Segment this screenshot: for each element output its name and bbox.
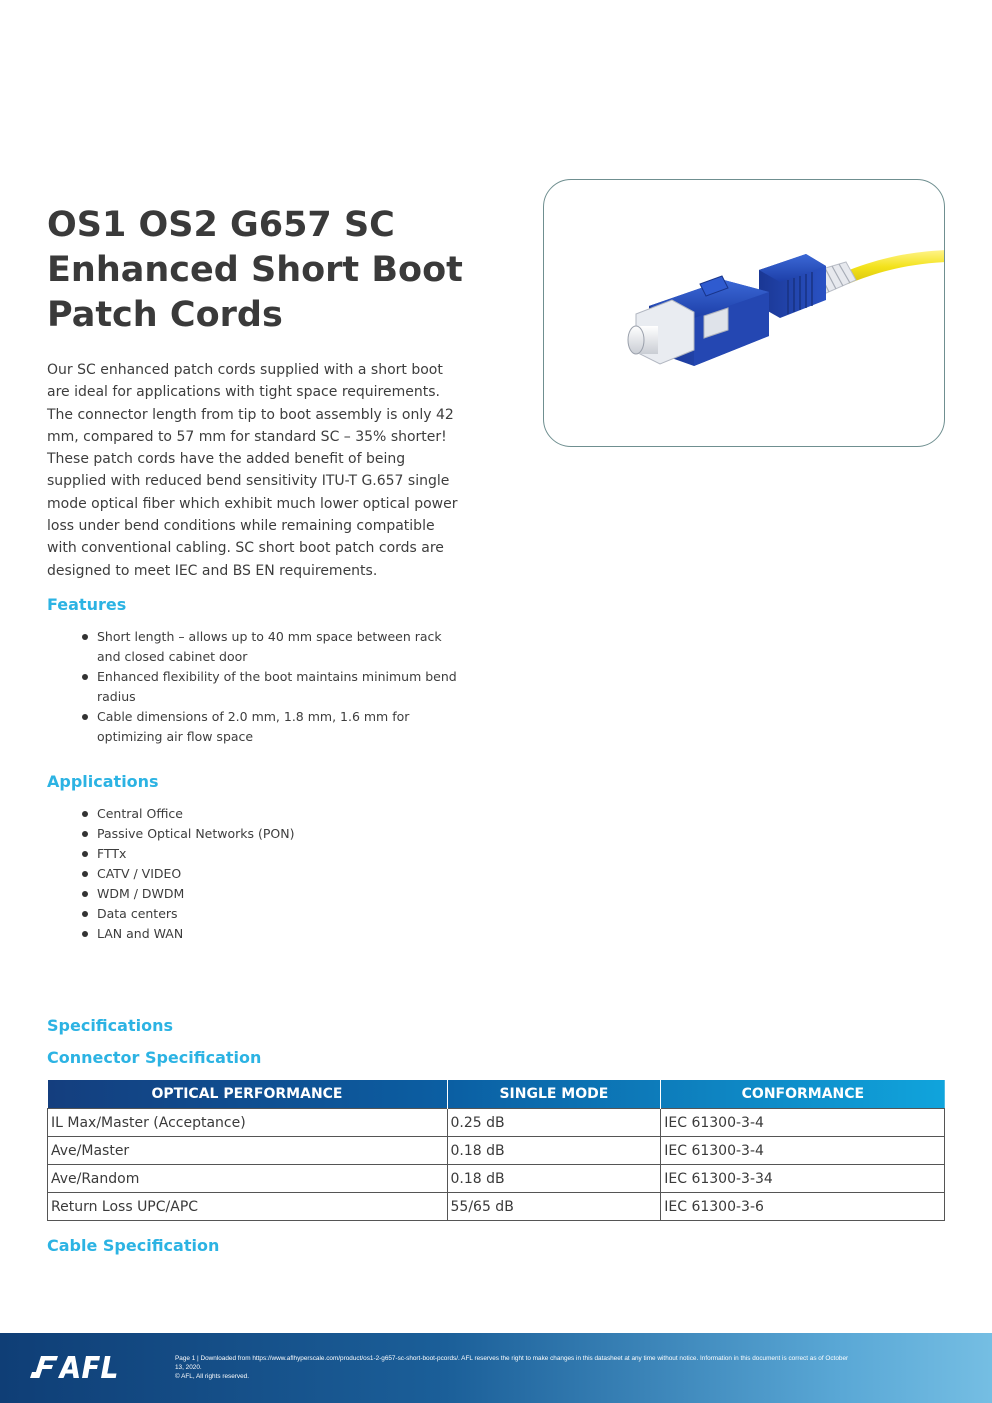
table-cell: 0.18 dB <box>447 1137 661 1165</box>
column-header: SINGLE MODE <box>447 1080 661 1109</box>
intro-line: are ideal for applications with tight space requirements. <box>47 384 440 401</box>
intro-line: supplied with reduced bend sensitivity ITU-T G.657 single <box>47 473 450 490</box>
list-item <box>80 627 457 667</box>
applications-heading: Applications <box>47 772 159 791</box>
applications-list <box>80 804 294 944</box>
list-item: WDM / DWDM <box>80 884 294 904</box>
intro-paragraph <box>47 359 458 582</box>
intro-line: mode optical fiber which exhibit much lower optical power <box>47 495 458 512</box>
table-cell: 55/65 dB <box>447 1193 661 1221</box>
page-title <box>47 203 507 338</box>
connector-spec-table <box>47 1080 945 1221</box>
title-line: Enhanced Short Boot <box>47 250 463 290</box>
footer-line: © AFL, All rights reserved. <box>175 1373 249 1380</box>
feature-line: Enhanced flexibility of the boot maintains minimum bend <box>97 669 457 684</box>
feature-line: Cable dimensions of 2.0 mm, 1.8 mm, 1.6 mm for <box>97 709 410 724</box>
list-item: Passive Optical Networks (PON) <box>80 824 294 844</box>
table-row <box>48 1165 945 1193</box>
feature-line: optimizing air flow space <box>97 729 254 744</box>
table-row <box>48 1137 945 1165</box>
intro-line: loss under bend conditions while remaining compatible <box>47 518 435 535</box>
column-header: CONFORMANCE <box>741 1086 865 1102</box>
feature-line: Short length – allows up to 40 mm space between rack <box>97 629 442 644</box>
table-cell: IL Max/Master (Acceptance) <box>48 1109 448 1137</box>
footer-line: Page 1 | Downloaded from https://www.aflhyperscale.com/product/os1-2-g657-sc-short-boot-pcords/. AFL reserves the right to make changes in this datasheet at any time without notice. Information in this document is correct as of October <box>175 1355 849 1362</box>
features-list <box>80 627 457 747</box>
list-item: LAN and WAN <box>80 924 294 944</box>
table-row <box>48 1193 945 1221</box>
intro-line: with conventional cabling. SC short boot patch cords are <box>47 540 444 557</box>
title-line: OS1 OS2 G657 SC <box>47 205 395 245</box>
cable-shape <box>844 250 944 284</box>
intro-line: These patch cords have the added benefit of being <box>47 451 406 468</box>
afl-logo <box>28 1348 124 1388</box>
table-cell: IEC 61300-3-4 <box>661 1137 945 1165</box>
table-cell: IEC 61300-3-4 <box>661 1109 945 1137</box>
table-cell: Ave/Master <box>48 1137 448 1165</box>
list-item: Central Office <box>80 804 294 824</box>
table-cell: Ave/Random <box>48 1165 448 1193</box>
connector-spec-heading: Connector Specification <box>47 1048 262 1067</box>
intro-line: The connector length from tip to boot assembly is only 42 <box>47 406 454 423</box>
intro-line: designed to meet IEC and BS EN requirements. <box>47 562 378 579</box>
list-item: CATV / VIDEO <box>80 864 294 884</box>
list-item <box>80 707 457 747</box>
list-item <box>80 667 457 707</box>
intro-line: Our SC enhanced patch cords supplied with a short boot <box>47 362 443 378</box>
column-header: OPTICAL PERFORMANCE <box>48 1080 448 1109</box>
table-cell: 0.18 dB <box>447 1165 661 1193</box>
table-cell: Return Loss UPC/APC <box>48 1193 448 1221</box>
specifications-heading: Specifications <box>47 1016 173 1035</box>
title-line: Patch Cords <box>47 295 283 335</box>
features-heading: Features <box>47 595 127 614</box>
cable-spec-heading: Cable Specification <box>47 1236 220 1255</box>
product-image-card <box>543 179 945 447</box>
table-cell: IEC 61300-3-6 <box>661 1193 945 1221</box>
footer-disclaimer <box>175 1354 980 1381</box>
list-item: FTTx <box>80 844 294 864</box>
footer-line: 13, 2020. <box>175 1364 202 1371</box>
list-item: Data centers <box>80 904 294 924</box>
table-header-row <box>48 1080 945 1109</box>
table-cell: IEC 61300-3-34 <box>661 1165 945 1193</box>
feature-line: radius <box>97 689 136 704</box>
intro-line: mm, compared to 57 mm for standard SC – 35% shorter! <box>47 428 447 445</box>
table-row <box>48 1109 945 1137</box>
sc-connector-image <box>544 180 944 446</box>
feature-line: and closed cabinet door <box>97 649 248 664</box>
table-cell: 0.25 dB <box>447 1109 661 1137</box>
page-footer <box>0 1333 992 1403</box>
